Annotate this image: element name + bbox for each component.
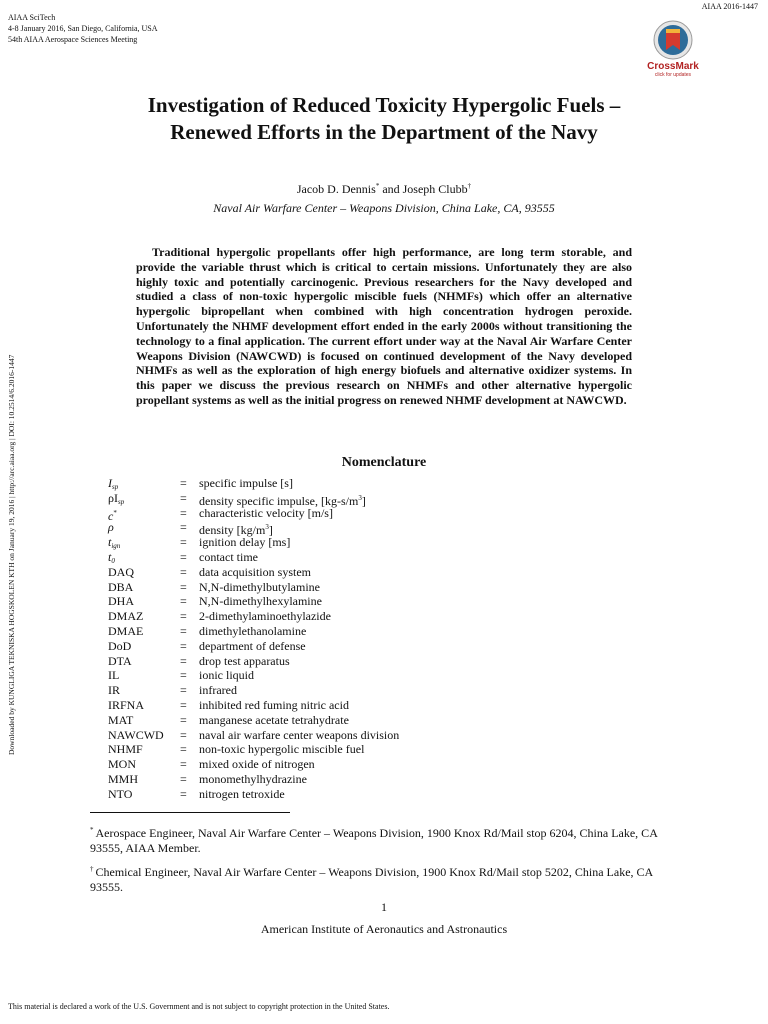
abbreviation-definition: N,N-dimethylhexylamine — [199, 594, 322, 609]
abbreviation-term: MON — [108, 757, 137, 772]
equals-sign: = — [180, 520, 187, 535]
author-list — [80, 178, 688, 197]
nomenclature-row — [108, 609, 508, 624]
abbreviation-term: IRFNA — [108, 697, 145, 712]
equals-sign: = — [180, 653, 187, 668]
nomenclature-row-rho-isp — [108, 491, 508, 506]
abbreviation-definition: department of defense — [199, 638, 306, 653]
abbreviation-term: NHMF — [108, 742, 143, 757]
abbreviation-definition: inhibited red fuming nitric acid — [199, 697, 349, 712]
author-1: Jacob D. Dennis — [296, 182, 376, 196]
symbol-rho-isp: $\rho I_{sp}$ — [108, 490, 125, 506]
equals-sign: = — [180, 683, 187, 698]
crossmark-label: CrossMark — [647, 61, 699, 72]
footnote-1-text: Aerospace Engineer, Naval Air Warfare Center – Weapons Division, 1900 Knox Rd/Mail stop 6204, China Lake, CA 93555, AIAA Member. — [90, 826, 658, 855]
equals-sign: = — [180, 476, 187, 490]
nomenclature-row-tign — [108, 535, 508, 550]
abbreviation-term: DBA — [108, 579, 134, 594]
paper-title — [80, 92, 688, 146]
equals-sign: = — [180, 757, 187, 772]
nomenclature-row — [108, 654, 508, 669]
nomenclature-row — [108, 787, 508, 802]
nomenclature-row-cstar — [108, 506, 508, 521]
title-line-1: Investigation of Reduced Toxicity Hypergolic Fuels – — [147, 93, 621, 117]
affiliation: Naval Air Warfare Center – Weapons Division, China Lake, CA, 93555 — [213, 201, 555, 215]
definition-rho: density $[kg/m^3]$ — [199, 523, 273, 538]
definition-rho-isp: density specific impulse, $[kg-s/m^3]$ — [199, 493, 366, 508]
abbreviation-term: IR — [108, 683, 120, 698]
definition-tign: ignition delay [ms] — [199, 535, 291, 550]
abbreviation-term: MAT — [108, 712, 134, 727]
abbreviation-rows — [108, 565, 508, 802]
abbreviation-term: NAWCWD — [108, 727, 164, 742]
equals-sign: = — [180, 771, 187, 786]
symbol-cstar: c* — [108, 508, 117, 523]
equals-sign: = — [180, 712, 187, 727]
abbreviation-term: DoD — [108, 638, 132, 653]
abbreviation-definition: drop test apparatus — [199, 653, 290, 668]
symbol-isp: $I_{sp}$ — [108, 476, 119, 491]
definition-cstar: characteristic velocity [m/s] — [199, 505, 333, 520]
nomenclature-row — [108, 742, 508, 757]
author-joiner: and — [379, 182, 403, 196]
footnote-2-mark: † — [90, 865, 94, 873]
equals-sign: = — [180, 623, 187, 638]
author-2: Joseph Clubb — [402, 182, 468, 196]
footnote-1-mark: * — [90, 826, 94, 834]
nomenclature-row — [108, 772, 508, 787]
conference-name: AIAA SciTech — [8, 13, 56, 22]
footnote-rule — [90, 812, 290, 813]
paper-id: AIAA 2016-1447 — [701, 2, 758, 11]
equals-sign: = — [180, 490, 187, 505]
abbreviation-definition: ionic liquid — [199, 668, 254, 683]
abbreviation-term: MMH — [108, 771, 139, 786]
abbreviation-definition: non-toxic hypergolic miscible fuel — [199, 742, 365, 757]
symbol-rho: ρ — [108, 520, 114, 535]
nomenclature-row — [108, 713, 508, 728]
abbreviation-term: DHA — [108, 594, 134, 609]
footnotes — [90, 823, 678, 901]
abbreviation-term: DMAZ — [108, 609, 144, 624]
equals-sign: = — [180, 786, 187, 801]
page-number: 1 — [381, 900, 387, 914]
definition-t0: contact time — [199, 549, 258, 564]
author-1-mark: * — [375, 182, 380, 190]
abstract: Traditional hypergolic propellants offer high performance, are long term storable, and provide the variable thrust which is critical to certain missions. Unfortunately they are also highly toxic and potentially carcinogenic. Previous researchers for the Navy developed and studied a class of non-toxic hypergolic miscible fuels (NHMFs) which offer an alternative hypergolic bipropellant when combined with high concentration hydrogen peroxide. Unfortunately the NHMF development effort ended in the early 2000s without transitioning the technology to a final application. The current effort under way at the Naval Air Warfare Center Weapons Division (NAWCWD) is focused on continued development of the Navy developed NHMFs as well as the exploration of high energy biofuels and alternative oxidizer systems. In this paper we discuss the previous research on NHMFs and other alternative hypergolic propellant systems as well as the initial progress on renewed NHMF development at NAWCWD. — [136, 245, 632, 407]
nomenclature-row — [108, 594, 508, 609]
nomenclature-row — [108, 757, 508, 772]
abbreviation-definition: manganese acetate tetrahydrate — [199, 712, 349, 727]
equals-sign: = — [180, 594, 187, 609]
download-note: Downloaded by KUNGLIGA TEKNISKA HOGSKOLEN KTH on January 19, 2016 | http://arc.aiaa.org | DOI: 10.2514/6.2016-1447 — [7, 354, 16, 755]
nomenclature-row-isp — [108, 476, 508, 491]
nomenclature-row — [108, 698, 508, 713]
abbreviation-definition: N,N-dimethylbutylamine — [199, 579, 320, 594]
publisher-name: American Institute of Aeronautics and Astronautics — [260, 922, 508, 936]
nomenclature-row — [108, 580, 508, 595]
abbreviation-term: DTA — [108, 653, 132, 668]
nomenclature-heading: Nomenclature — [341, 455, 427, 470]
abbreviation-definition: nitrogen tetroxide — [199, 786, 285, 801]
footnote-1 — [90, 823, 678, 856]
nomenclature-row — [108, 728, 508, 743]
abbreviation-term: DMAE — [108, 623, 144, 638]
abbreviation-definition: 2-dimethylaminoethylazide — [199, 609, 331, 624]
equals-sign: = — [180, 564, 187, 579]
crossmark-badge[interactable] — [642, 20, 704, 78]
abbreviation-definition: dimethylethanolamine — [199, 623, 307, 638]
nomenclature-row — [108, 639, 508, 654]
abbreviation-definition: mixed oxide of nitrogen — [199, 757, 315, 772]
equals-sign: = — [180, 727, 187, 742]
equals-sign: = — [180, 535, 187, 550]
abbreviation-definition: infrared — [199, 683, 237, 698]
nomenclature-row — [108, 565, 508, 580]
abbreviation-definition: data acquisition system — [199, 564, 311, 579]
equals-sign: = — [180, 505, 187, 520]
definition-isp: specific impulse [s] — [199, 476, 293, 490]
equals-sign: = — [180, 549, 187, 564]
footnote-2 — [90, 862, 678, 895]
abbreviation-definition: monomethylhydrazine — [199, 771, 307, 786]
conference-meeting: 54th AIAA Aerospace Sciences Meeting — [8, 35, 138, 44]
conference-info — [8, 12, 158, 45]
footnote-2-text: Chemical Engineer, Naval Air Warfare Center – Weapons Division, 1900 Knox Rd/Mail stop 5202, China Lake, CA 93555. — [90, 865, 653, 894]
nomenclature-row-rho — [108, 520, 508, 538]
crossmark-sublabel: click for updates — [654, 72, 692, 78]
abbreviation-term: DAQ — [108, 564, 134, 579]
equals-sign: = — [180, 697, 187, 712]
equals-sign: = — [180, 668, 187, 683]
nomenclature-row-t0 — [108, 550, 508, 565]
copyright-notice: This material is declared a work of the U.S. Government and is not subject to copyright protection in the United States. — [8, 1002, 390, 1011]
equals-sign: = — [180, 579, 187, 594]
crossmark-icon — [653, 20, 693, 60]
author-2-mark: † — [467, 182, 472, 190]
equals-sign: = — [180, 609, 187, 624]
symbol-t0: $t_0$ — [108, 549, 115, 565]
title-line-2: Renewed Efforts in the Department of the Navy — [170, 120, 598, 144]
equals-sign: = — [180, 742, 187, 757]
nomenclature-list — [108, 476, 508, 802]
conference-date-location: 4-8 January 2016, San Diego, California, USA — [8, 24, 158, 33]
abbreviation-term: NTO — [108, 786, 133, 801]
nomenclature-row — [108, 624, 508, 639]
equals-sign: = — [180, 638, 187, 653]
nomenclature-row — [108, 668, 508, 683]
abbreviation-term: IL — [108, 668, 120, 683]
symbol-tign: $t_{ign}$ — [108, 535, 121, 551]
abbreviation-definition: naval air warfare center weapons division — [199, 727, 400, 742]
nomenclature-row — [108, 683, 508, 698]
